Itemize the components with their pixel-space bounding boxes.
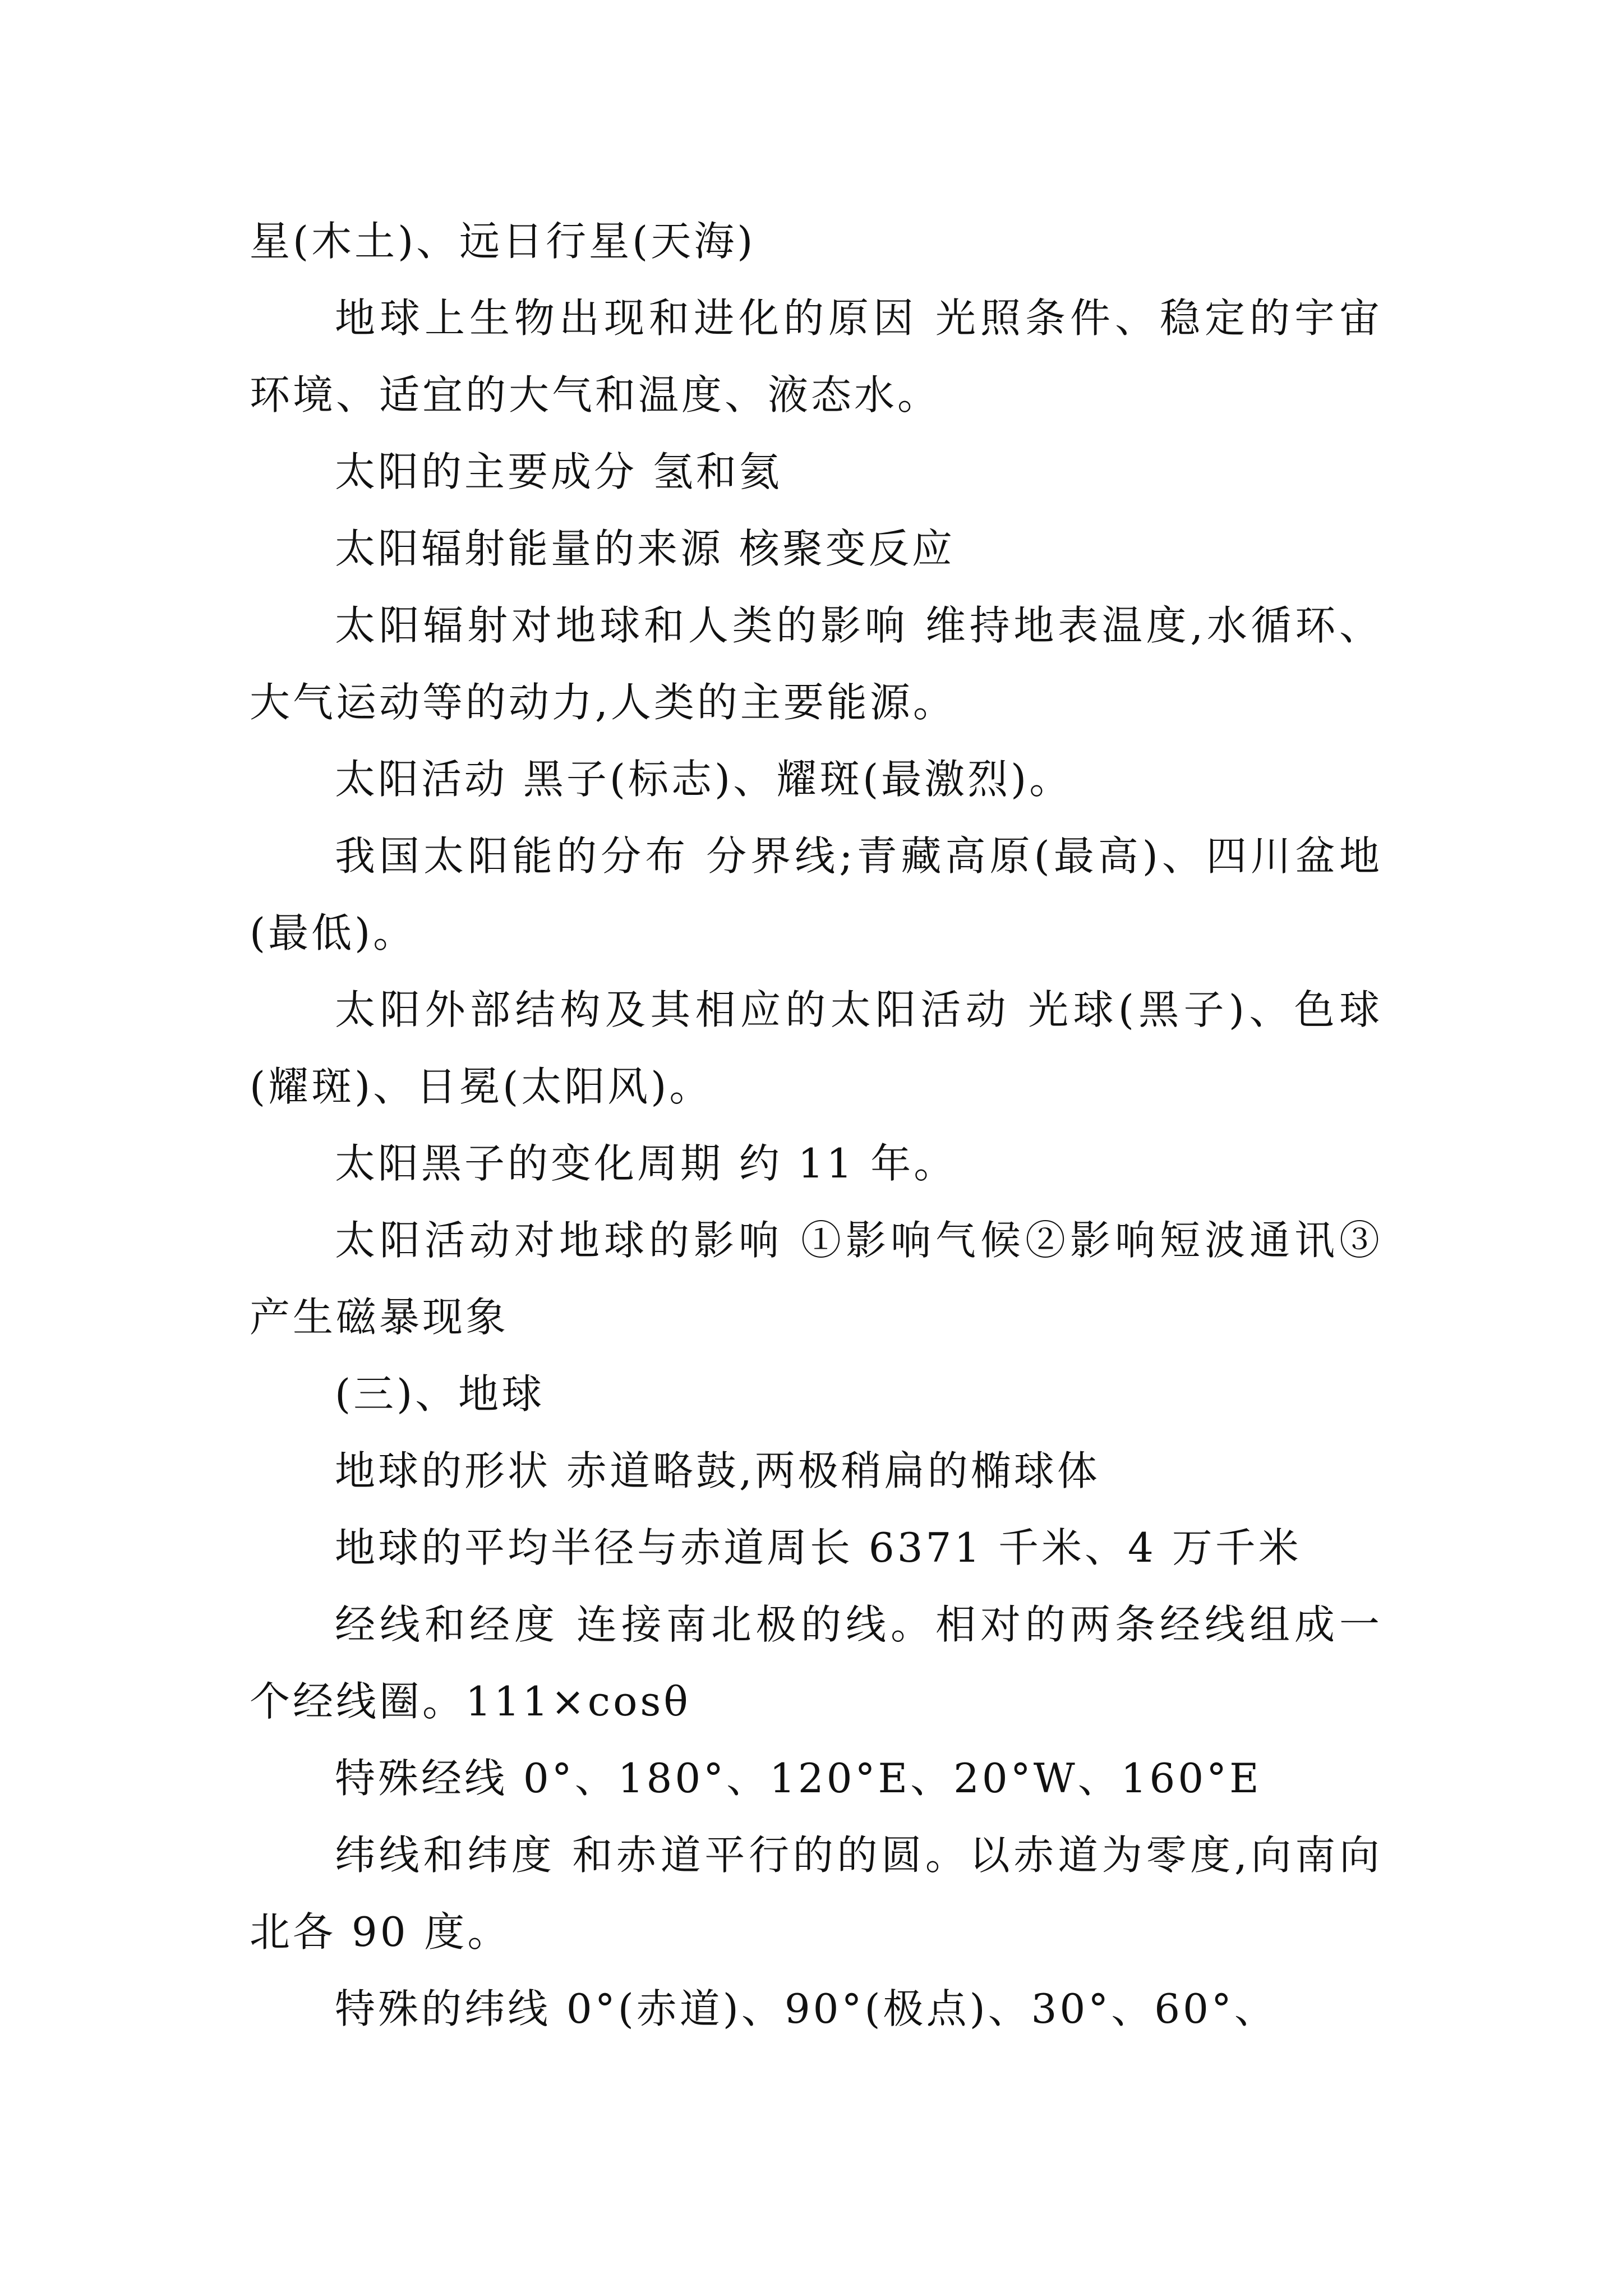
- paragraph-1: 星(木土)、远日行星(天海): [250, 218, 756, 265]
- paragraph-10: 太阳活动对地球的影响 ①影响气候②影响短波通讯③产生磁暴现象: [250, 1217, 1382, 1341]
- paragraph-12: 地球的形状 赤道略鼓,两极稍扁的椭球体: [335, 1447, 1100, 1494]
- paragraph-9: 太阳黑子的变化周期 约 11 年。: [335, 1140, 957, 1187]
- paragraph-6: 太阳活动 黑子(标志)、耀斑(最激烈)。: [335, 756, 1073, 803]
- document-body: [250, 203, 1382, 2047]
- paragraph-15: 特殊经线 0°、180°、120°E、20°W、160°E: [335, 1755, 1262, 1802]
- paragraph-2: 地球上生物出现和进化的原因 光照条件、稳定的宇宙环境、适宜的大气和温度、液态水。: [250, 295, 1382, 418]
- paragraph-14: 经线和经度 连接南北极的线。相对的两条经线组成一个经线圈。111×cosθ: [250, 1601, 1382, 1725]
- paragraph-7: 我国太阳能的分布 分界线;青藏高原(最高)、四川盆地(最低)。: [250, 832, 1382, 956]
- paragraph-5: 太阳辐射对地球和人类的影响 维持地表温度,水循环、大气运动等的动力,人类的主要能源。: [250, 602, 1382, 726]
- paragraph-17: 特殊的纬线 0°(赤道)、90°(极点)、30°、60°、: [335, 1985, 1278, 2032]
- paragraph-16: 纬线和纬度 和赤道平行的的圆。以赤道为零度,向南向北各 90 度。: [250, 1832, 1382, 1955]
- paragraph-13: 地球的平均半径与赤道周长 6371 千米、4 万千米: [335, 1524, 1302, 1571]
- paragraph-3: 太阳的主要成分 氢和氦: [335, 448, 782, 495]
- paragraph-4: 太阳辐射能量的来源 核聚变反应: [335, 525, 955, 572]
- paragraph-8: 太阳外部结构及其相应的太阳活动 光球(黑子)、色球(耀斑)、日冕(太阳风)。: [250, 986, 1382, 1110]
- paragraph-11: (三)、地球: [335, 1370, 545, 1418]
